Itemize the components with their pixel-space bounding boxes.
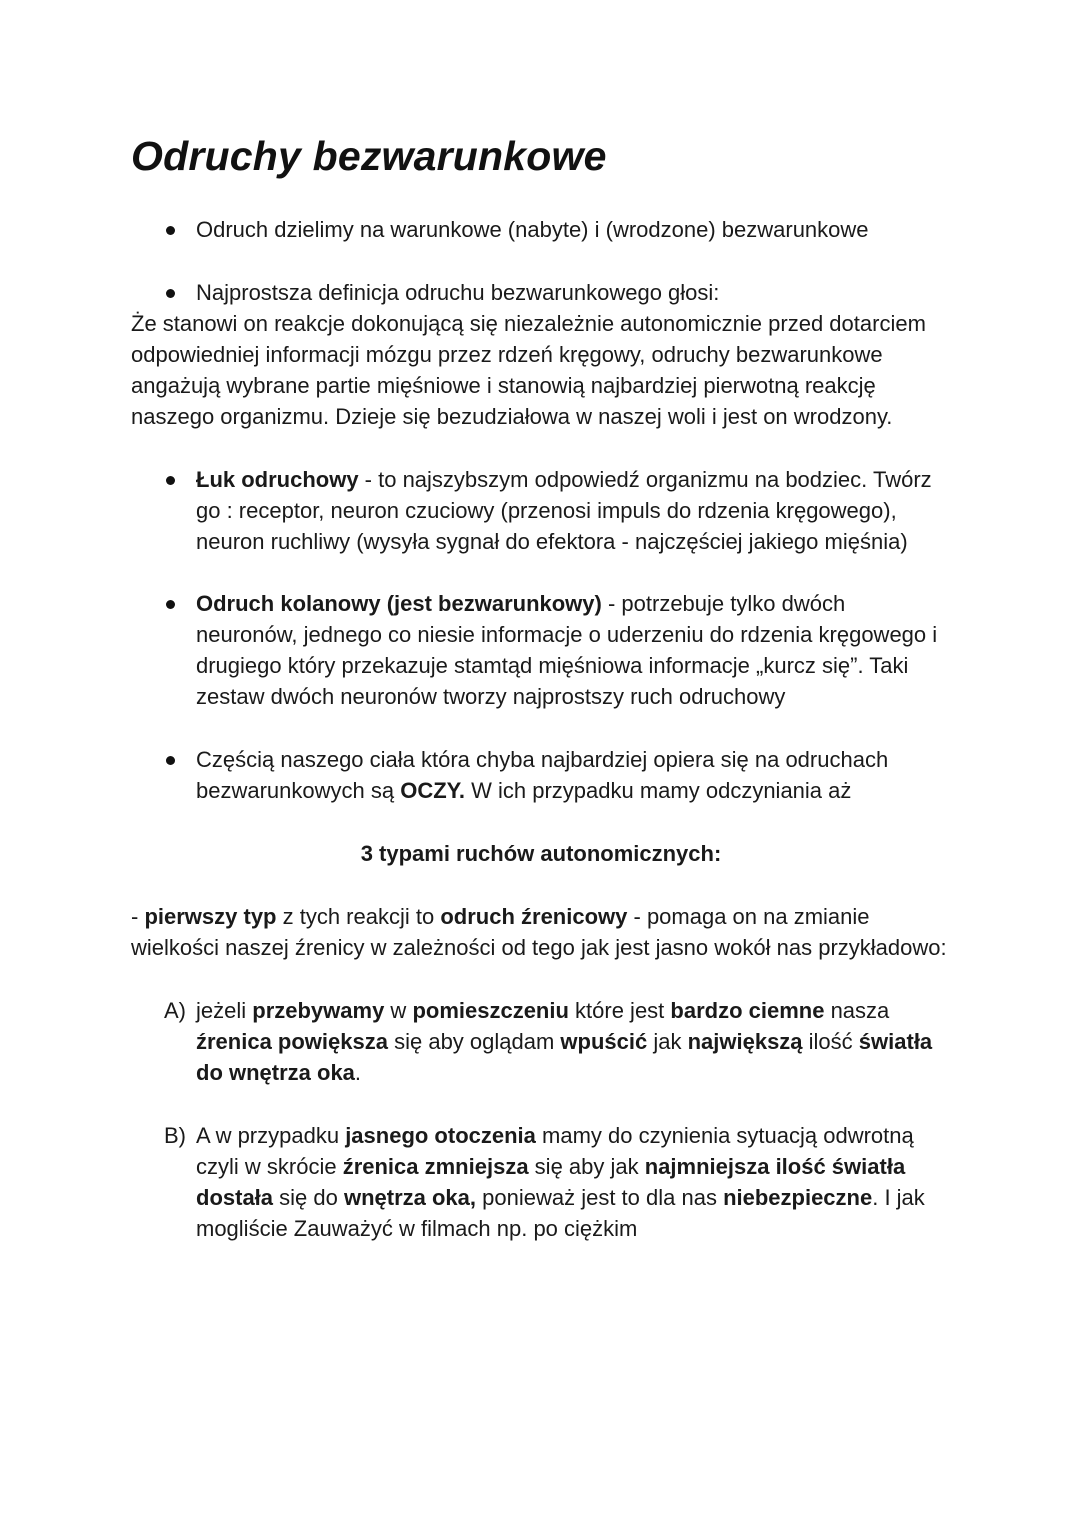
bullet-dot-icon	[166, 600, 175, 609]
list-item-b: B) A w przypadku jasnego otoczenia mamy do czynienia sytuacją odwrotną czyli w skrócie źrenica zmniejsza się aby jak najmniejsza ilość światła dostała się do wnętrza oka, ponieważ jest to dla nas niebezpieczne. I jak mogliście Zauważyć w filmach np. po ciężkim	[131, 1120, 951, 1244]
definition-paragraph: Że stanowi on reakcje dokonującą się niezależnie autonomicznie przed dotarciem odpowiedniej informacji mózgu przez rdzeń kręgowy, odruchy bezwarunkowe angażują wybrane partie mięśniowe i stanowią najbardziej pierwotną reakcję naszego organizmu. Dzieje się bezudziałowa w naszej woli i jest on wrodzony.	[131, 311, 926, 429]
first-type-paragraph: - pierwszy typ z tych reakcji to odruch źrenicowy - pomaga on na zmianie wielkości naszej źrenicy w zależności od tego jak jest jasno wokół nas przykładowo:	[131, 904, 947, 960]
bullet-dot-icon	[166, 756, 175, 765]
list-item-a: A) jeżeli przebywamy w pomieszczeniu które jest bardzo ciemne nasza źrenica powiększa się aby oglądam wpuścić jak największą ilość światła do wnętrza oka.	[131, 995, 951, 1088]
bullet-dot-icon	[166, 289, 175, 298]
page-title: Odruchy bezwarunkowe	[131, 133, 607, 179]
document-page	[131, 128, 951, 1244]
bullet-dot-icon	[166, 476, 175, 485]
bullet-dot-icon	[166, 226, 175, 235]
bullet-reflex-types: Odruch dzielimy na warunkowe (nabyte) i (wrodzone) bezwarunkowe	[131, 214, 951, 245]
list-letter: B)	[164, 1123, 186, 1148]
bullet-definition-intro: Najprostsza definicja odruchu bezwarunkowego głosi:	[131, 277, 951, 308]
list-letter: A)	[164, 998, 186, 1023]
bullet-reflex-arc: Łuk odruchowy - to najszybszym odpowiedź organizmu na bodziec. Twórz go : receptor, neuron czuciowy (przenosi impuls do rdzenia kręgowego), neuron ruchliwy (wysyła sygnał do efektora - najczęściej jakiego mięśnia)	[131, 464, 951, 557]
centered-heading: 3 typami ruchów autonomicznych:	[360, 841, 722, 866]
bullet-knee-reflex: Odruch kolanowy (jest bezwarunkowy) - potrzebuje tylko dwóch neuronów, jednego co niesie informacje o uderzeniu do rdzenia kręgowego i drugiego który przekazuje stamtąd mięśniowa informacje „kurcz się”. Taki zestaw dwóch neuronów tworzy najprostszy ruch odruchowy	[131, 588, 951, 712]
bullet-eyes: Częścią naszego ciała która chyba najbardziej opiera się na odruchach bezwarunkowych są OCZY. W ich przypadku mamy odczyniania aż	[131, 744, 951, 806]
